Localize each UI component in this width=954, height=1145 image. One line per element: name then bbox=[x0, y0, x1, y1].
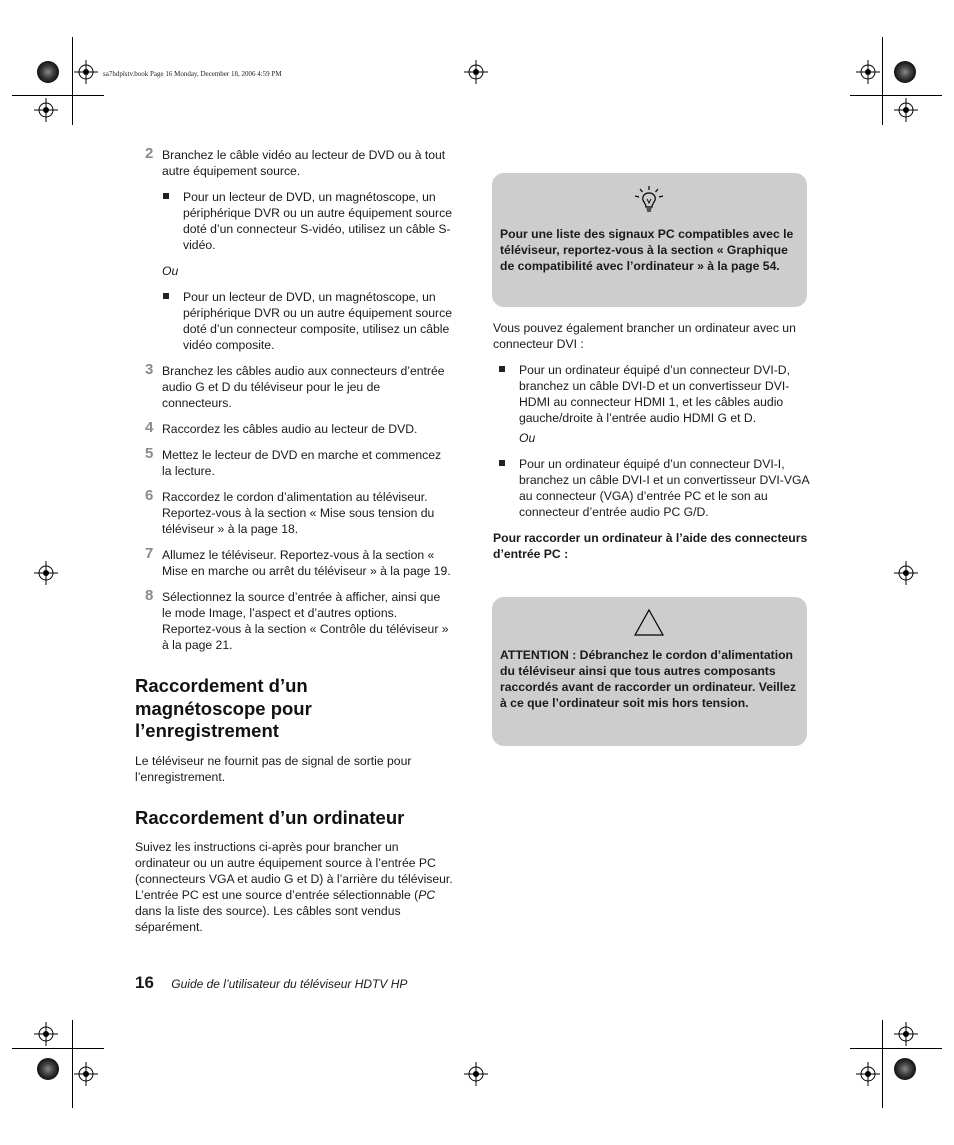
step-text: Sélectionnez la source d’entrée à afficher, ainsi que le mode Image, l’aspect et d’autres options. Reportez-vous à la section « Contrôle du téléviseur » à la page 21. bbox=[162, 590, 449, 652]
registration-disc-icon bbox=[37, 61, 59, 83]
tip-text: Pour une liste des signaux PC compatibles avec le téléviseur, reportez-vous à la section « Graphique de compatibilité avec l’ordinateur » à la page 54. bbox=[500, 227, 794, 273]
bullet-s-video bbox=[135, 189, 453, 253]
step-4 bbox=[135, 421, 453, 437]
bullet-dvi-d bbox=[493, 362, 809, 426]
step-text: Allumez le téléviseur. Reportez-vous à la section « Mise en marche ou arrêt du téléviseur » à la page 19. bbox=[162, 548, 451, 578]
pc-emphasis: PC bbox=[418, 888, 436, 902]
crosshair-icon bbox=[34, 561, 58, 585]
bullet-square-icon bbox=[499, 460, 505, 466]
step-6 bbox=[135, 489, 453, 537]
registration-disc-icon bbox=[894, 61, 916, 83]
warning-text: ATTENTION : Débranchez le cordon d’alimentation du téléviseur ainsi que tous autres composants raccordés avant de raccorder un ordinateur. Veillez à ce que l’ordinateur soit mis hors tension. bbox=[500, 648, 797, 710]
file-stamp: sa7hdplstv.book Page 16 Monday, December 18, 2006 4:59 PM bbox=[103, 70, 282, 78]
bullet-composite bbox=[135, 289, 453, 353]
paragraph-text: dans la liste des source). Les câbles sont vendus séparément. bbox=[135, 904, 401, 934]
crosshair-icon bbox=[34, 98, 58, 122]
step-7 bbox=[135, 547, 453, 579]
step-number: 3 bbox=[145, 361, 154, 378]
step-number: 5 bbox=[145, 445, 154, 462]
lightbulb-icon bbox=[632, 184, 666, 218]
crosshair-icon bbox=[464, 1062, 488, 1086]
procedure-heading: Pour raccorder un ordinateur à l’aide des connecteurs d’entrée PC : bbox=[493, 531, 808, 561]
dvi-intro: Vous pouvez également brancher un ordinateur avec un connecteur DVI : bbox=[493, 321, 796, 351]
paragraph-text: Suivez les instructions ci-après pour brancher un ordinateur ou un autre équipement source à l’entrée PC (connecteurs VGA et audio G et D) à l’arrière du téléviseur. L’entrée PC est une source d’entrée sélectionnable ( bbox=[135, 840, 453, 902]
bullet-square-icon bbox=[163, 193, 169, 199]
page-number: 16 bbox=[135, 973, 154, 992]
step-2 bbox=[135, 147, 453, 179]
crosshair-icon bbox=[74, 1062, 98, 1086]
section-heading-vcr: Raccordement d’un magnétoscope pour l’enregistrement bbox=[135, 675, 312, 741]
step-number: 7 bbox=[145, 545, 154, 562]
warning-box bbox=[492, 597, 807, 746]
step-number: 6 bbox=[145, 487, 154, 504]
crosshair-icon bbox=[894, 98, 918, 122]
footer-title: Guide de l’utilisateur du téléviseur HDTV HP bbox=[171, 977, 408, 991]
bullet-text: Pour un ordinateur équipé d’un connecteur DVI-D, branchez un câble DVI-D et un convertisseur DVI-HDMI au connecteur HDMI 1, et les câbles audio gauche/droite à l’entrée audio HDMI G et D. bbox=[519, 363, 790, 425]
step-number: 8 bbox=[145, 587, 154, 604]
crosshair-icon bbox=[34, 1022, 58, 1046]
step-text: Raccordez le cordon d’alimentation au téléviseur. Reportez-vous à la section « Mise sous tension du téléviseur » à la page 18. bbox=[162, 490, 435, 536]
paragraph-vcr: Le téléviseur ne fournit pas de signal de sortie pour l’enregistrement. bbox=[135, 753, 412, 784]
bullet-text: Pour un lecteur de DVD, un magnétoscope, un périphérique DVR ou un autre équipement source doté d’un connecteur S-vidéo, utilisez un câble S-vidéo. bbox=[183, 190, 452, 252]
tip-box bbox=[492, 173, 807, 307]
right-column bbox=[493, 320, 809, 562]
crosshair-icon bbox=[894, 561, 918, 585]
crosshair-icon bbox=[856, 60, 880, 84]
bullet-text: Pour un lecteur de DVD, un magnétoscope, un périphérique DVR ou un autre équipement source doté d’un connecteur composite, utilisez un câble vidéo composite. bbox=[183, 290, 452, 352]
step-5 bbox=[135, 447, 453, 479]
bullet-square-icon bbox=[163, 293, 169, 299]
step-3 bbox=[135, 363, 453, 411]
step-text: Raccordez les câbles audio au lecteur de DVD. bbox=[162, 422, 418, 436]
crosshair-icon bbox=[74, 60, 98, 84]
warning-triangle-icon bbox=[633, 608, 665, 638]
paragraph-computer bbox=[135, 839, 453, 935]
step-text: Branchez le câble vidéo au lecteur de DVD ou à tout autre équipement source. bbox=[162, 148, 446, 178]
crosshair-icon bbox=[856, 1062, 880, 1086]
step-8 bbox=[135, 589, 453, 653]
step-text: Branchez les câbles audio aux connecteurs d’entrée audio G et D du téléviseur pour le jeu de connecteurs. bbox=[162, 364, 445, 410]
bullet-square-icon bbox=[499, 366, 505, 372]
registration-disc-icon bbox=[894, 1058, 916, 1080]
registration-disc-icon bbox=[37, 1058, 59, 1080]
left-column bbox=[135, 147, 453, 945]
bullet-text: Pour un ordinateur équipé d’un connecteur DVI-I, branchez un câble DVI-I et un convertisseur DVI-VGA au connecteur (VGA) d’entrée PC et le son au connecteur d’entrée audio PC G/D. bbox=[519, 457, 809, 519]
or-label: Ou bbox=[519, 431, 536, 445]
step-text: Mettez le lecteur de DVD en marche et commencez la lecture. bbox=[162, 448, 442, 478]
bullet-dvi-i bbox=[493, 456, 809, 520]
or-label: Ou bbox=[162, 264, 179, 278]
step-number: 4 bbox=[145, 419, 154, 436]
page-footer bbox=[135, 973, 407, 993]
section-heading-computer: Raccordement d’un ordinateur bbox=[135, 806, 405, 828]
step-number: 2 bbox=[145, 145, 154, 162]
crosshair-icon bbox=[464, 60, 488, 84]
crosshair-icon bbox=[894, 1022, 918, 1046]
